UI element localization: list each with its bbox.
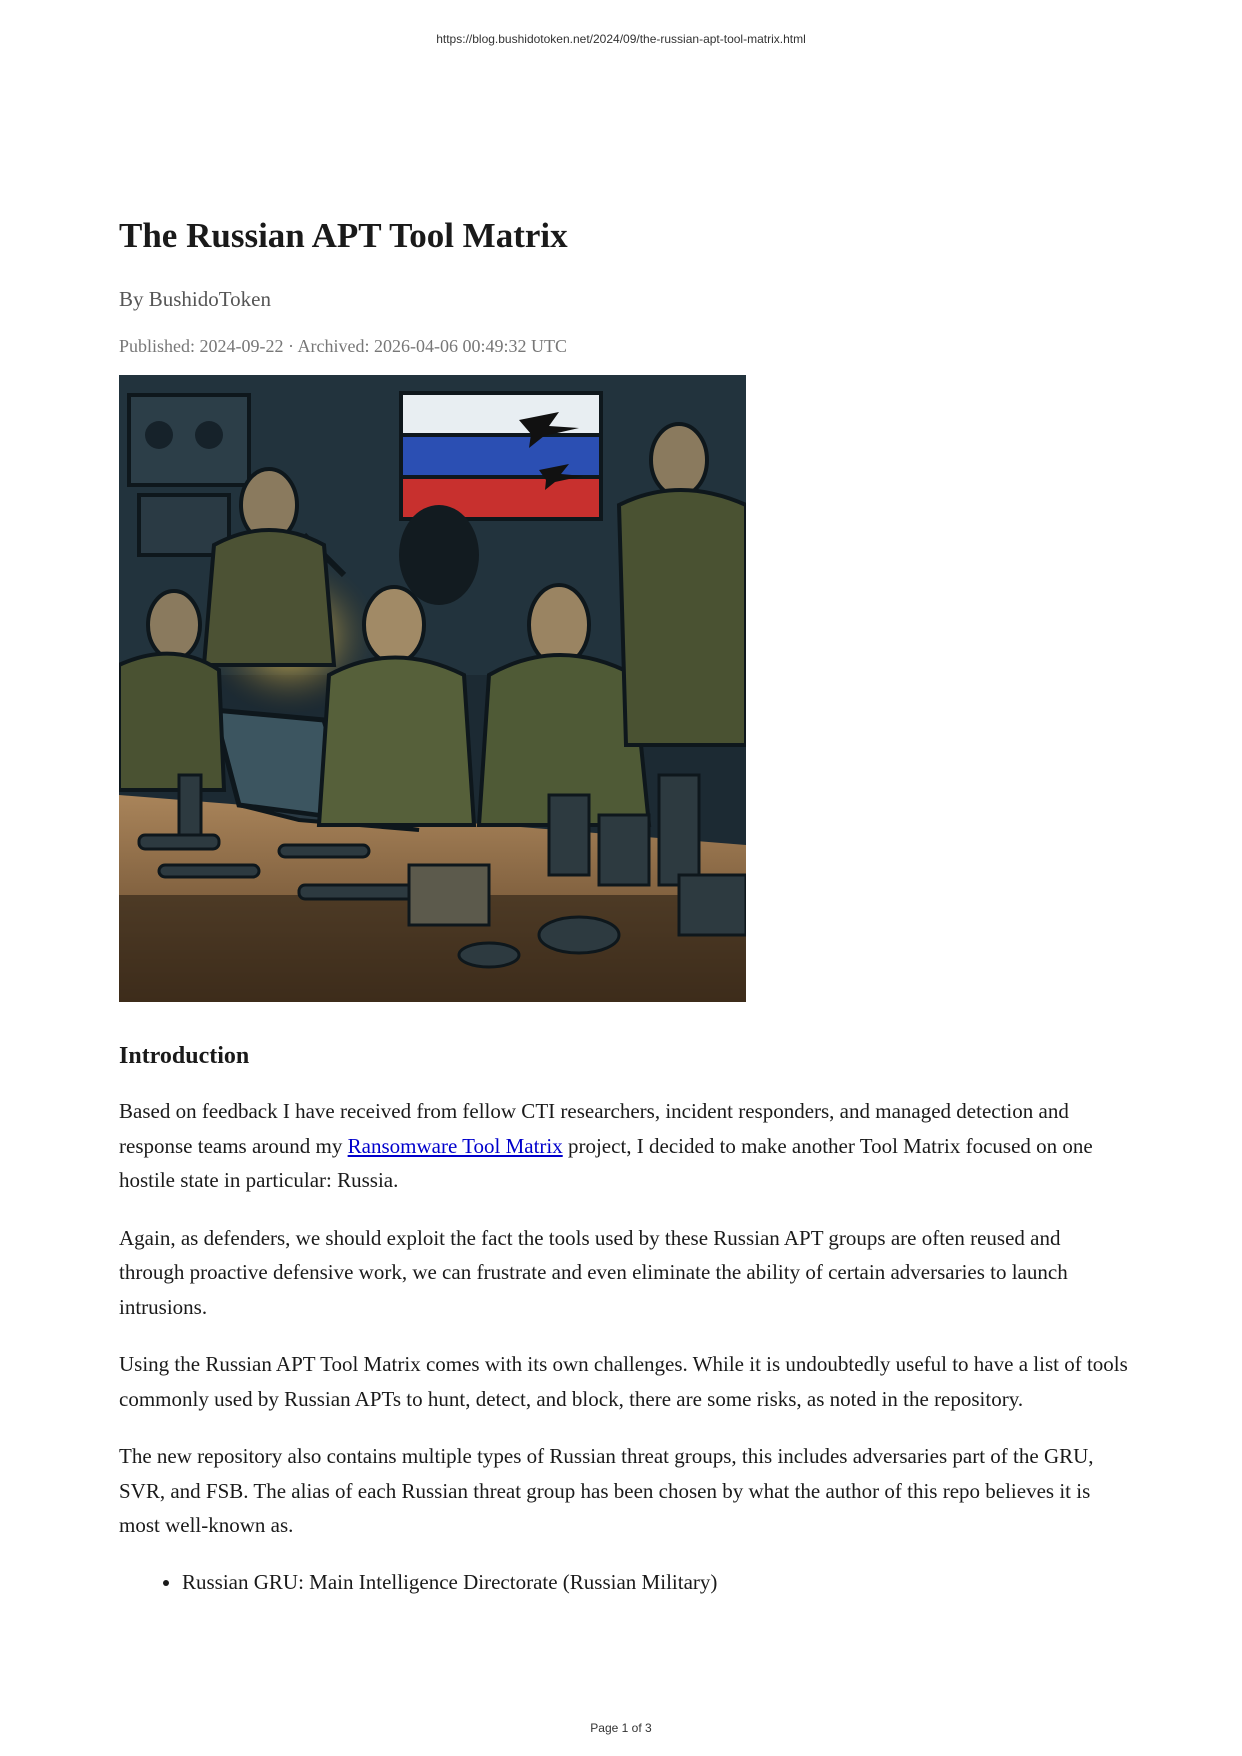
ransomware-tool-matrix-link[interactable]: Ransomware Tool Matrix [347, 1133, 563, 1158]
page-url-header: https://blog.bushidotoken.net/2024/09/the-russian-apt-tool-matrix.html [436, 32, 806, 46]
article-publish-meta: Published: 2024-09-22 · Archived: 2026-04-06 00:49:32 UTC [119, 336, 567, 356]
intro-paragraph-3: Using the Russian APT Tool Matrix comes with its own challenges. While it is undoubtedly useful to have a list of tools commonly used by Russian APTs to hunt, detect, and block, there are some risks, as noted in the repository. [119, 1352, 1128, 1411]
article [119, 212, 1131, 1599]
page-number-footer: Page 1 of 3 [590, 1721, 652, 1735]
intro-paragraph-1 [119, 1094, 1131, 1198]
intro-paragraph-4: The new repository also contains multiple types of Russian threat groups, this includes adversaries part of the GRU, SVR, and FSB. The alias of each Russian threat group has been chosen by what the author of this repo believes it is most well-known as. [119, 1444, 1094, 1537]
article-byline: By BushidoToken [119, 287, 271, 311]
list-item: • Russian GRU: Main Intelligence Directorate (Russian Military) [182, 1565, 1131, 1599]
intro-paragraph-2: Again, as defenders, we should exploit the fact the tools used by these Russian APT groups are often reused and through proactive defensive work, we can frustrate and even eliminate the ability of certain adversaries to launch intrusions. [119, 1225, 1068, 1319]
article-title: The Russian APT Tool Matrix [119, 216, 568, 255]
threat-group-list [119, 1565, 1131, 1599]
hero-illustration [119, 375, 746, 1002]
paragraph-text: project, I decided to make another Tool Matrix focused on one hostile state in particular: Russia. [119, 1133, 1093, 1192]
paragraph-text: Based on feedback I have received from fellow CTI researchers, incident responders, and managed detection and response teams around my [119, 1099, 1069, 1158]
section-heading-introduction: Introduction [119, 1043, 250, 1069]
